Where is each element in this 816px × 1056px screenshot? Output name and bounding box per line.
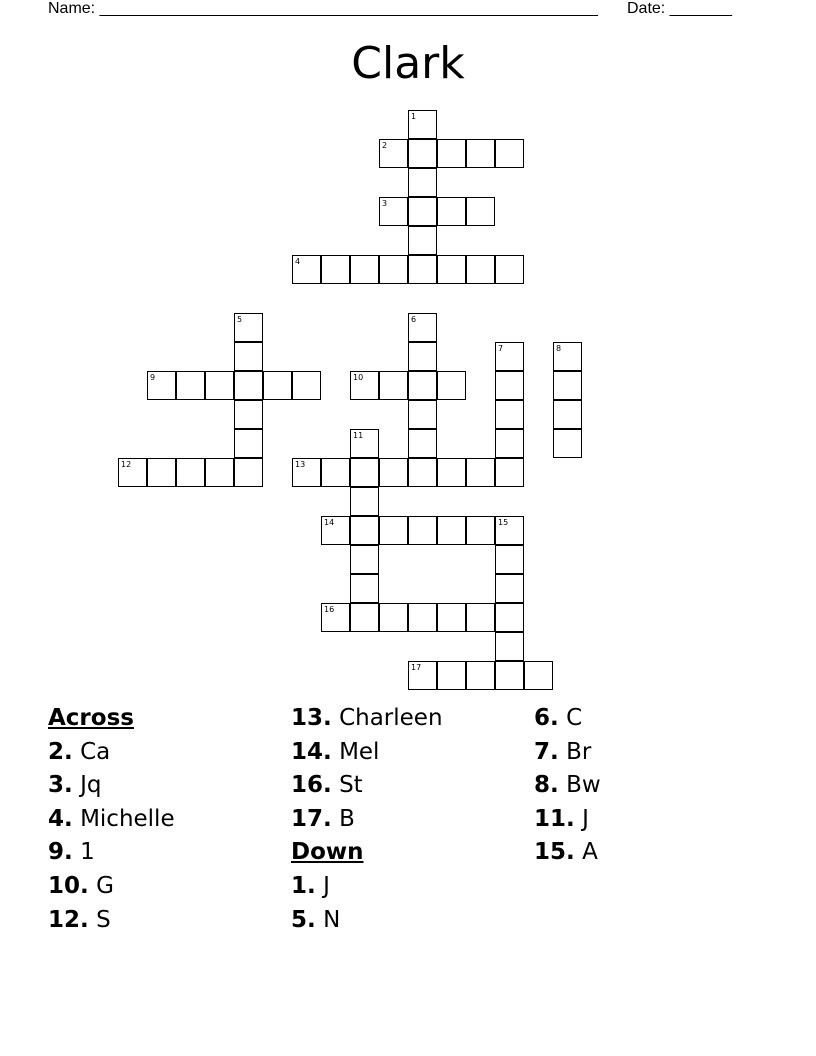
grid-cell[interactable] [408, 226, 437, 255]
grid-cell[interactable] [495, 429, 524, 458]
grid-cell[interactable] [350, 574, 379, 603]
grid-cell[interactable] [408, 342, 437, 371]
grid-cell[interactable] [495, 458, 524, 487]
clue-down-15 [534, 836, 601, 870]
cell-number: 16 [324, 605, 335, 614]
clue-number: 12. [48, 906, 89, 933]
grid-cell[interactable] [437, 458, 466, 487]
clue-number: 13. [291, 705, 332, 731]
clue-number: 7. [534, 738, 559, 765]
cell-number: 12 [121, 460, 132, 469]
cell-number: 8 [556, 344, 562, 353]
grid-cell[interactable] [437, 255, 466, 284]
clue-text: Jq [80, 772, 102, 799]
grid-cell[interactable] [408, 516, 437, 545]
clue-text: A [582, 839, 598, 866]
grid-cell[interactable] [495, 342, 524, 371]
grid-cell[interactable] [350, 429, 379, 458]
grid-cell[interactable] [437, 371, 466, 400]
clue-across-17 [291, 803, 443, 837]
grid-cell[interactable] [321, 458, 350, 487]
name-field-label[interactable]: Name: ________________________________________________________ [48, 0, 598, 17]
clue-text: Charleen [339, 705, 443, 731]
clue-across-2 [48, 736, 175, 770]
grid-cell[interactable] [408, 168, 437, 197]
across-heading: Across [48, 705, 134, 731]
grid-cell[interactable] [408, 661, 437, 690]
grid-cell[interactable] [234, 371, 263, 400]
grid-cell[interactable] [350, 487, 379, 516]
grid-cell[interactable] [205, 458, 234, 487]
grid-cell[interactable] [466, 139, 495, 168]
grid-cell[interactable] [495, 574, 524, 603]
grid-cell[interactable] [350, 458, 379, 487]
grid-cell[interactable] [379, 371, 408, 400]
grid-cell[interactable] [234, 313, 263, 342]
down-heading: Down [291, 839, 364, 866]
grid-cell[interactable] [553, 342, 582, 371]
cell-number: 7 [498, 344, 504, 353]
clue-text: Mel [339, 738, 380, 765]
grid-cell[interactable] [408, 313, 437, 342]
grid-cell[interactable] [379, 139, 408, 168]
clue-number: 16. [291, 772, 332, 799]
clue-text: S [96, 906, 111, 933]
grid-cell[interactable] [176, 371, 205, 400]
grid-cell[interactable] [350, 516, 379, 545]
clue-text: N [323, 906, 341, 933]
grid-cell[interactable] [408, 139, 437, 168]
clue-down-6 [534, 702, 601, 736]
cell-number: 11 [353, 431, 364, 440]
clue-text: Michelle [80, 805, 175, 832]
grid-cell[interactable] [292, 371, 321, 400]
grid-cell[interactable] [147, 458, 176, 487]
clue-text: Bw [566, 772, 601, 799]
grid-cell[interactable] [466, 197, 495, 226]
grid-cell[interactable] [408, 197, 437, 226]
clue-across-4 [48, 803, 175, 837]
cell-number: 10 [353, 373, 364, 382]
grid-cell[interactable] [466, 458, 495, 487]
clue-down-11 [534, 803, 601, 837]
clue-down-7 [534, 736, 601, 770]
grid-cell[interactable] [495, 661, 524, 690]
clue-number: 8. [534, 772, 559, 799]
cell-number: 4 [295, 257, 301, 266]
grid-cell[interactable] [379, 516, 408, 545]
grid-cell[interactable] [495, 603, 524, 632]
clue-across-13 [291, 702, 443, 736]
grid-cell[interactable] [437, 197, 466, 226]
clue-across-12 [48, 904, 175, 938]
cell-number: 15 [498, 518, 509, 527]
grid-cell[interactable] [321, 255, 350, 284]
grid-cell[interactable] [408, 371, 437, 400]
cell-number: 9 [150, 373, 156, 382]
grid-cell[interactable] [495, 545, 524, 574]
clue-text: 1 [80, 839, 95, 866]
clue-number: 10. [48, 872, 89, 899]
grid-cell[interactable] [408, 458, 437, 487]
clue-number: 1. [291, 872, 316, 899]
grid-cell[interactable] [495, 400, 524, 429]
clue-number: 4. [48, 805, 73, 832]
clue-across-16 [291, 769, 443, 803]
clue-text: Br [566, 738, 592, 765]
grid-cell[interactable] [437, 516, 466, 545]
clue-down-8 [534, 769, 601, 803]
clue-number: 2. [48, 738, 73, 765]
grid-cell[interactable] [147, 371, 176, 400]
grid-cell[interactable] [234, 400, 263, 429]
grid-cell[interactable] [321, 516, 350, 545]
grid-cell[interactable] [495, 255, 524, 284]
clue-across-10 [48, 870, 175, 904]
clue-text: J [323, 872, 330, 899]
grid-cell[interactable] [408, 400, 437, 429]
page-title: Clark [351, 38, 465, 89]
cell-number: 17 [411, 663, 422, 672]
grid-cell[interactable] [350, 371, 379, 400]
grid-cell[interactable] [321, 603, 350, 632]
grid-cell[interactable] [524, 661, 553, 690]
grid-cell[interactable] [495, 516, 524, 545]
clue-text: J [582, 805, 589, 832]
grid-cell[interactable] [118, 458, 147, 487]
grid-cell[interactable] [379, 603, 408, 632]
clue-text: C [566, 705, 583, 731]
clue-text: St [339, 772, 363, 799]
grid-cell[interactable] [553, 400, 582, 429]
grid-cell[interactable] [205, 371, 234, 400]
clue-text: B [339, 805, 355, 832]
grid-cell[interactable] [495, 139, 524, 168]
clue-number: 15. [534, 839, 575, 866]
grid-cell[interactable] [466, 661, 495, 690]
clue-text: Ca [80, 738, 111, 765]
grid-cell[interactable] [553, 371, 582, 400]
cell-number: 2 [382, 141, 388, 150]
grid-cell[interactable] [292, 458, 321, 487]
cell-number: 6 [411, 315, 417, 324]
grid-cell[interactable] [553, 429, 582, 458]
grid-cell[interactable] [408, 110, 437, 139]
clue-across-3 [48, 769, 175, 803]
grid-cell[interactable] [350, 545, 379, 574]
grid-cell[interactable] [176, 458, 205, 487]
grid-cell[interactable] [234, 342, 263, 371]
grid-cell[interactable] [379, 458, 408, 487]
cell-number: 13 [295, 460, 306, 469]
cell-number: 14 [324, 518, 335, 527]
grid-cell[interactable] [292, 255, 321, 284]
grid-cell[interactable] [466, 516, 495, 545]
clue-number: 9. [48, 839, 73, 866]
grid-cell[interactable] [408, 255, 437, 284]
grid-cell[interactable] [466, 603, 495, 632]
grid-cell[interactable] [437, 139, 466, 168]
grid-cell[interactable] [466, 255, 495, 284]
clue-across-9 [48, 836, 175, 870]
clue-across-14 [291, 736, 443, 770]
grid-cell[interactable] [408, 429, 437, 458]
cell-number: 3 [382, 199, 388, 208]
grid-cell[interactable] [234, 458, 263, 487]
clue-number: 11. [534, 805, 575, 832]
clue-column-1 [48, 702, 175, 937]
cell-number: 5 [237, 315, 243, 324]
grid-cell[interactable] [263, 371, 292, 400]
clue-number: 17. [291, 805, 332, 832]
grid-cell[interactable] [437, 603, 466, 632]
clue-number: 5. [291, 906, 316, 933]
grid-cell[interactable] [408, 603, 437, 632]
grid-cell[interactable] [234, 429, 263, 458]
clue-down-1 [291, 870, 443, 904]
clue-down-5 [291, 904, 443, 938]
grid-cell[interactable] [437, 661, 466, 690]
grid-cell[interactable] [379, 255, 408, 284]
clue-text: G [96, 872, 114, 899]
clue-number: 3. [48, 772, 73, 799]
grid-cell[interactable] [350, 255, 379, 284]
clue-column-2 [291, 702, 443, 937]
grid-cell[interactable] [495, 371, 524, 400]
clue-number: 14. [291, 738, 332, 765]
grid-cell[interactable] [379, 197, 408, 226]
clue-column-3 [534, 702, 601, 870]
grid-cell[interactable] [350, 603, 379, 632]
grid-cell[interactable] [495, 632, 524, 661]
cell-number: 1 [411, 112, 417, 121]
date-field-label[interactable]: Date: _______ [627, 0, 732, 17]
clue-number: 6. [534, 705, 559, 731]
